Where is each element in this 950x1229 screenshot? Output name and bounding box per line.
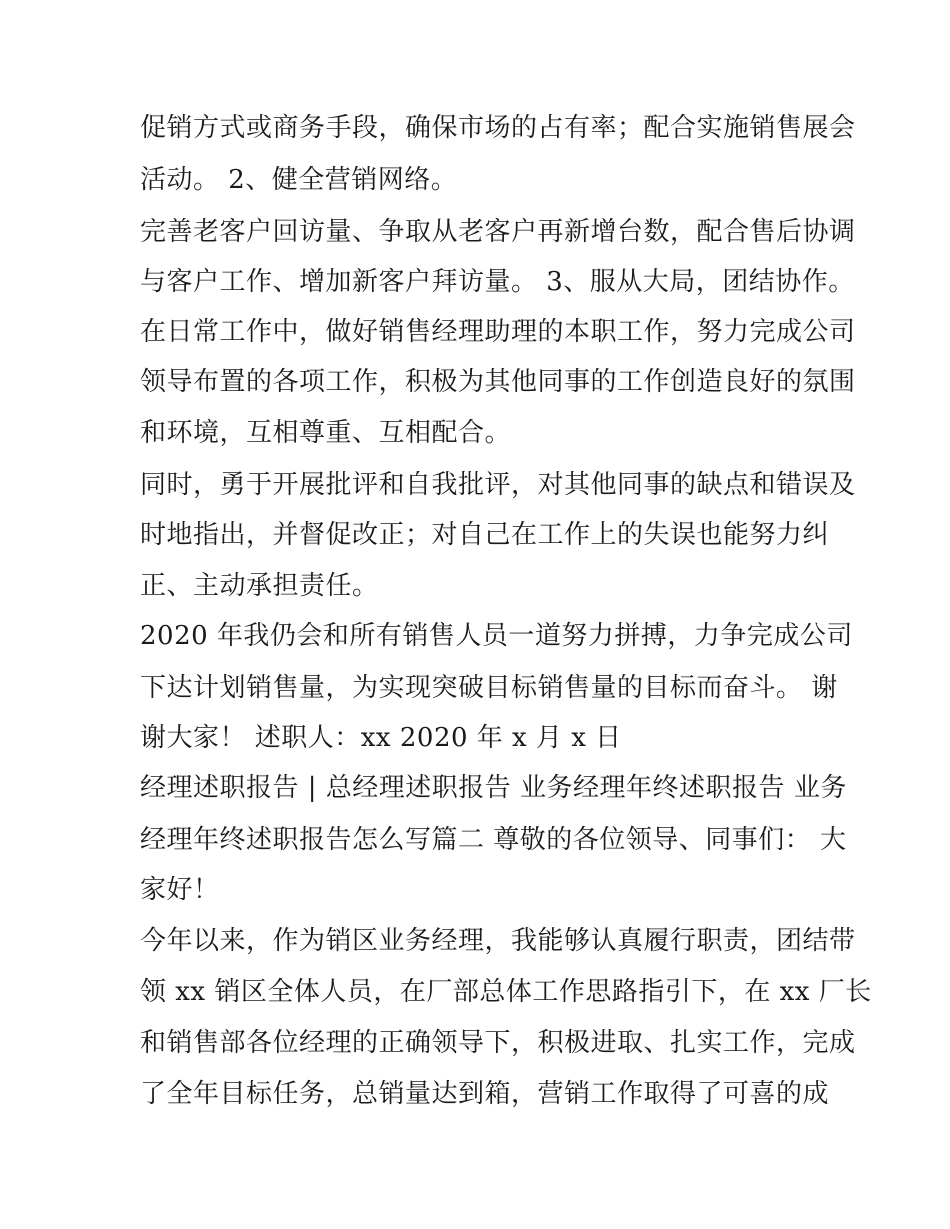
text-line: 在日常工作中，做好销售经理助理的本职工作，努力完成公司	[140, 317, 856, 347]
text-line: 与客户工作、增加新客户拜访量。 3、服从大局，团结协作。	[140, 267, 855, 297]
text-line: 完善老客户回访量、争取从老客户再新增台数，配合售后协调	[140, 217, 856, 247]
text-line: 活动。 2、健全营销网络。	[140, 165, 458, 195]
text-line: 正、主动承担责任。	[140, 571, 379, 601]
text-line: 领 xx 销区全体人员，在厂部总体工作思路指引下，在 xx 厂长	[140, 977, 872, 1007]
text-line: 和环境，互相尊重、互相配合。	[140, 418, 512, 448]
text-line: 下达计划销售量，为实现突破目标销售量的目标而奋斗。 谢	[140, 673, 838, 703]
text-line: 促销方式或商务手段，确保市场的占有率；配合实施销售展会	[140, 113, 856, 143]
text-line: 2020 年我仍会和所有销售人员一道努力拼搏，力争完成公司	[140, 621, 853, 651]
text-line: 家好！	[140, 875, 220, 905]
text-line: 时地指出，并督促改正；对自己在工作上的失误也能努力纠	[140, 520, 830, 550]
text-line: 经理述职报告 | 总经理述职报告 业务经理年终述职报告 业务	[140, 773, 847, 803]
text-line: 同时，勇于开展批评和自我批评，对其他同事的缺点和错误及	[140, 470, 856, 500]
text-line: 了全年目标任务，总销量达到箱，营销工作取得了可喜的成	[140, 1079, 830, 1109]
text-line: 和销售部各位经理的正确领导下，积极进取、扎实工作，完成	[140, 1028, 856, 1058]
text-line: 今年以来，作为销区业务经理，我能够认真履行职责，团结带	[140, 926, 856, 956]
text-line: 谢大家！ 述职人：xx 2020 年 x 月 x 日	[140, 723, 622, 753]
text-line: 领导布置的各项工作，积极为其他同事的工作创造良好的氛围	[140, 367, 856, 397]
text-line: 经理年终述职报告怎么写篇二 尊敬的各位领导、同事们： 大	[140, 825, 847, 855]
